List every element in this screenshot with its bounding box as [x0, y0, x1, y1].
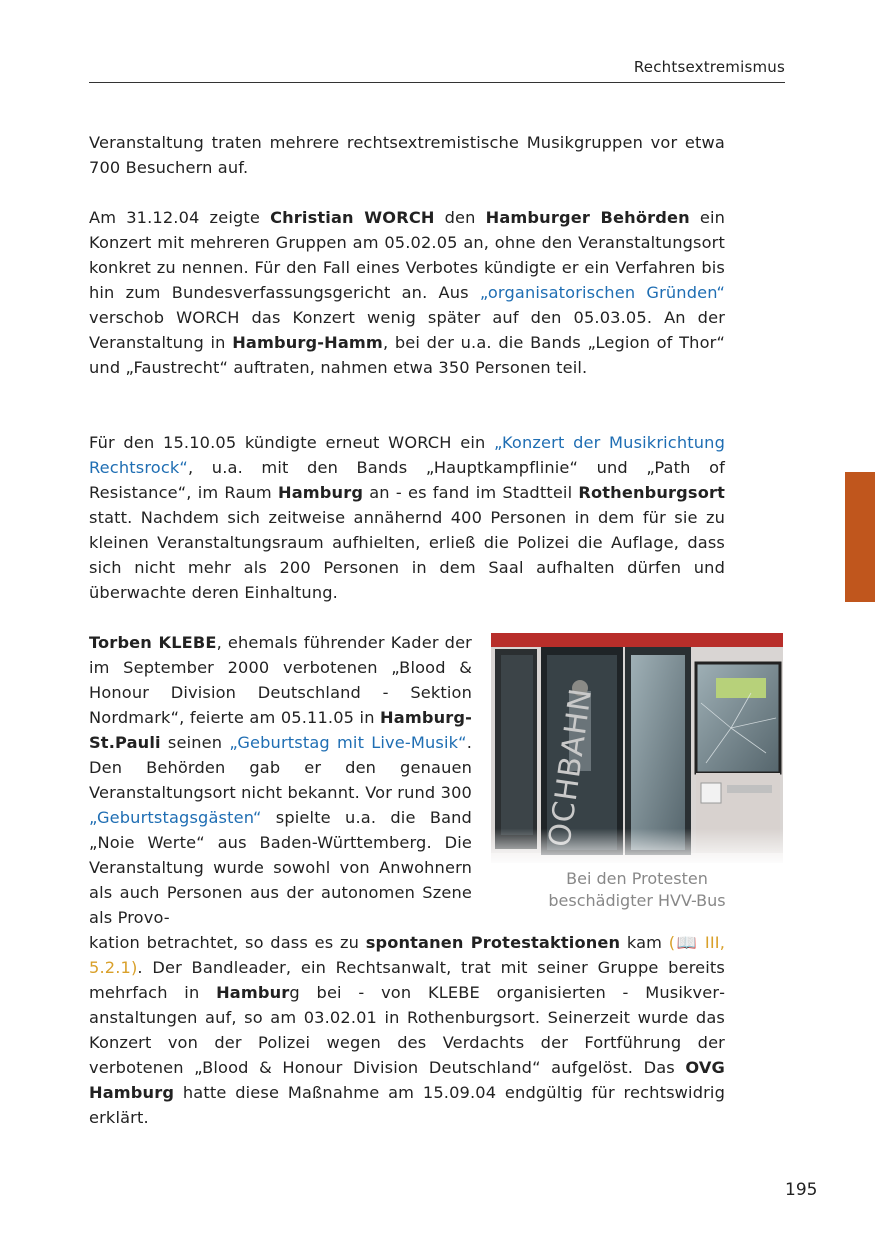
p2-link-1[interactable]: „organisatorischen Gründen“ — [479, 283, 726, 302]
p4-text-4: spielte u.a. die Band „Noie Werte“ aus Baden-Württemberg. Die Veranstaltung wurde sowohl von Anwohnern als auch Personen aus der autonomen Szene als Provo- — [89, 808, 472, 927]
p5-text-1: kation betrachtet, so dass es zu — [89, 933, 366, 952]
page-number: 195 — [785, 1180, 818, 1200]
paragraph-5 — [89, 930, 725, 1130]
p4-link-1[interactable]: „Geburtstag mit Live-Musik“ — [229, 733, 467, 752]
p5-text-2: kam — [620, 933, 669, 952]
p5-text-5: hatte diese Maßnahme am 15.09.04 endgültig für rechtswidrig erklärt. — [89, 1083, 725, 1127]
p4-text-3: . Den Behörden gab er den genauen Veranstaltungsort nicht bekannt. Vor rund 300 — [89, 733, 473, 802]
p2-bold-2: Hamburger Behörden — [485, 208, 690, 227]
p4-bold-2: Hamburg-St.Pauli — [89, 708, 472, 752]
p5-text-4: g bei - von KLEBE organisierten - Musikveranstaltungen auf, so am 03.02.01 in Rothenburgsort. Seinerzeit wurde das Konzert von der Polizei wegen des Verdachts der Fortführung der verbotenen „Blood & Honour Division Deutschland“ aufgelöst. Das — [89, 983, 725, 1077]
p2-text-3: ein Konzert mit mehreren Gruppen am 05.02.05 an, ohne den Veranstaltungsort konkret zu nennen. Für den Fall eines Verbotes kündigte er ein Verfahren bis hin zum Bundesverfassungsgericht an. Aus — [89, 208, 725, 302]
p2-text-2: den — [434, 208, 486, 227]
p3-bold-2: Rothenburgsort — [578, 483, 725, 502]
paragraph-1 — [89, 130, 725, 180]
p2-bold-3: Hamburg-Hamm — [232, 333, 383, 352]
p2-bold-1: Christian WORCH — [270, 208, 435, 227]
p2-text-5: , bei der u.a. die Bands „Legion of Thor“ und „Faustrecht“ auftraten, nahmen etwa 350 Personen teil. — [89, 333, 725, 377]
p3-link-1[interactable]: „Konzert der Musikrichtung Rechtsrock“ — [89, 433, 725, 477]
p1-text: Veranstaltung traten mehrere rechtsextremistische Musikgruppen vor etwa 700 Besuchern auf. — [89, 133, 725, 177]
p4-text-1: , ehemals führender Kader der im September 2000 verbotenen „Blood & Honour Division Deutschland - Sektion Nordmark“, feierte am 05.11.05 in — [89, 633, 472, 727]
p2-text-4: verschob WORCH das Konzert wenig später auf den 05.03.05. An der Veranstaltung in — [89, 308, 725, 352]
bus-photo — [491, 633, 783, 863]
caption-line-2: beschädigter HVV-Bus — [548, 891, 726, 910]
p5-bold-3: OVG Hamburg — [89, 1058, 725, 1102]
paragraph-2 — [89, 205, 725, 380]
p3-text-3: an - es fand im Stadtteil — [363, 483, 579, 502]
caption-line-1: Bei den Protesten — [566, 869, 708, 888]
photo-caption — [491, 868, 783, 912]
p4-link-2[interactable]: „Geburtstagsgästen“ — [89, 808, 262, 827]
p3-text-2: , u.a. mit den Bands „Hauptkampflinie“ und „Path of Resistance“, im Raum — [89, 458, 725, 502]
p5-bold-1: spontanen Protestaktionen — [365, 933, 621, 952]
damaged-bus-image — [491, 633, 783, 863]
p3-text-1: Für den 15.10.05 kündigte erneut WORCH ein — [89, 433, 495, 452]
header-title: Rechtsextremismus — [633, 58, 785, 76]
paragraph-3 — [89, 430, 725, 605]
running-header — [89, 58, 785, 83]
chapter-tab-marker — [845, 472, 875, 602]
p5-text-3: . Der Bandleader, ein Rechtsanwalt, trat mit seiner Gruppe bereits mehrfach in — [89, 958, 725, 1002]
p5-bold-2: Hambur — [216, 983, 290, 1002]
cross-reference-link[interactable]: (📖 III, 5.2.1) — [89, 933, 725, 977]
p3-bold-1: Hamburg — [278, 483, 364, 502]
p3-text-4: statt. Nachdem sich zeitweise annähernd 400 Personen in dem für sie zu kleinen Veranstaltungsraum aufhielten, erließ die Polizei die Auflage, dass sich nicht mehr als 200 Personen in dem Saal aufhalten dürfen und überwachte deren Einhaltung. — [89, 508, 725, 602]
p4-text-2: seinen — [160, 733, 230, 752]
p2-text-1: Am 31.12.04 zeigte — [89, 208, 271, 227]
paragraph-4 — [89, 630, 472, 930]
p4-bold-1: Torben KLEBE — [89, 633, 217, 652]
